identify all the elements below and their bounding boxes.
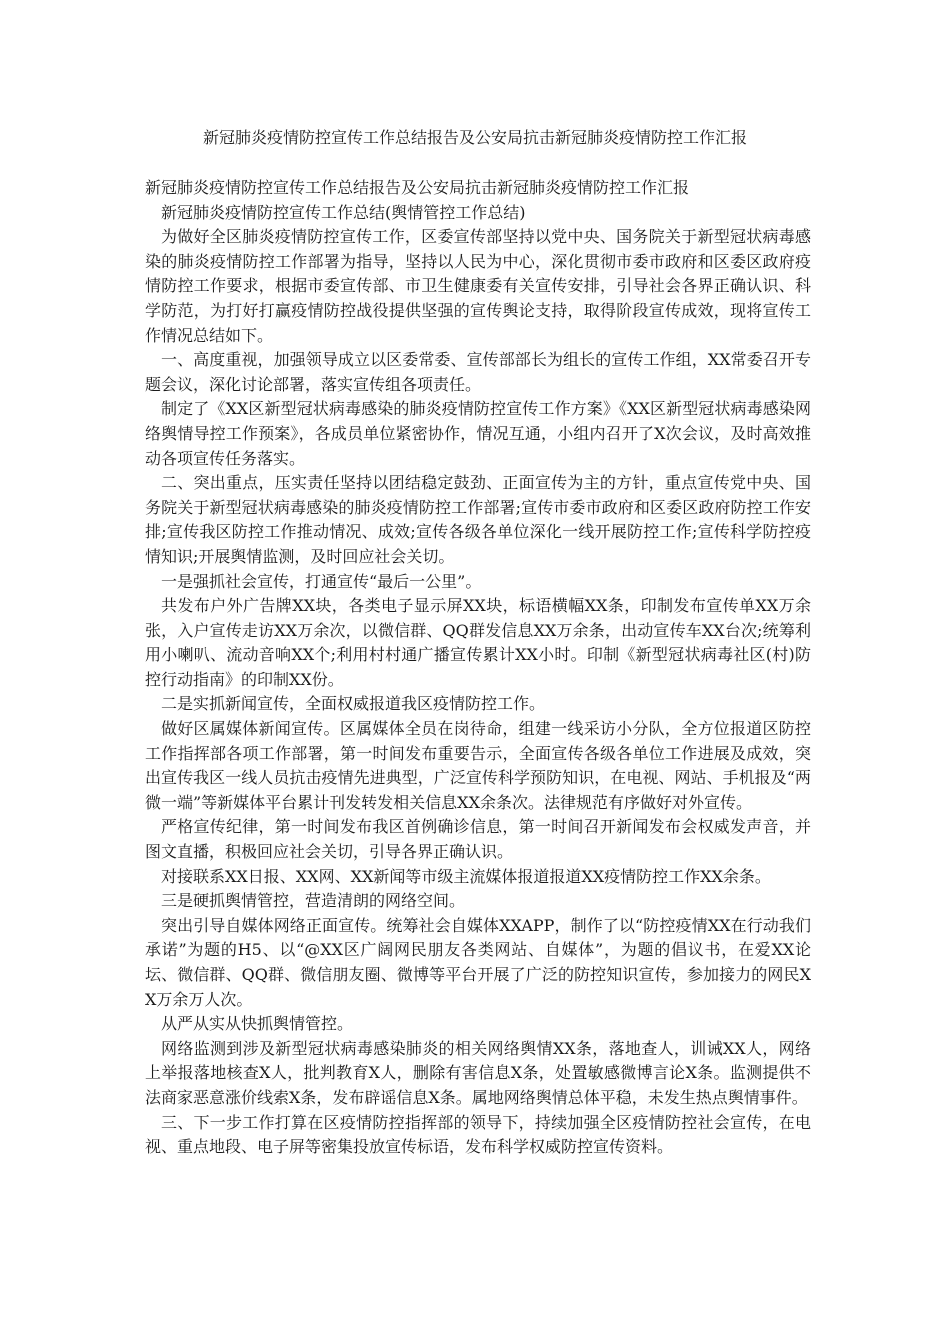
paragraph: 严格宣传纪律，第一时间发布我区首例确诊信息，第一时间召开新闻发布会权威发声音，并图文直播，积极回应社会关切，引导各界正确认识。 [145,817,811,862]
paragraph: 一是强抓社会宣传，打通宣传“最后一公里”。 [161,571,482,591]
document-body [145,176,811,1160]
paragraph: 共发布户外广告牌XX块，各类电子显示屏XX块，标语横幅XX条，印制发布宣传单XX万余张，入户宣传走访XX万余次，以微信群、QQ群发信息XX万余条，出动宣传车XX台次;统筹利用小喇叭、流动音响XX个;利用村村通广播宣传累计XX小时。印制《新型冠状病毒社区(村)防控行动指南》的印制XX份。 [145,596,811,689]
paragraph: 为做好全区肺炎疫情防控宣传工作，区委宣传部坚持以党中央、国务院关于新型冠状病毒感染的肺炎疫情防控工作部署为指导，坚持以人民为中心，深化贯彻市委市政府和区委区政府疫情防控工作要求，根据市委宣传部、市卫生健康委有关宣传安排，引导社会各界正确认识、科学防范，为打好打赢疫情防控战役提供坚强的宣传舆论支持，取得阶段宣传成效，现将宣传工作情况总结如下。 [145,227,811,345]
paragraph: 从严从实从快抓舆情管控。 [161,1014,354,1034]
paragraph: 突出引导自媒体网络正面宣传。统筹社会自媒体XXAPP，制作了以“防控疫情XX在行动我们承诺”为题的H5、以“@XX区广阔网民朋友各类网站、自媒体”，为题的倡议书，在爱XX论坛、微信群、QQ群、微信朋友圈、微博等平台开展了广泛的防控知识宣传，参加接力的网民XX万余万人次。 [145,915,811,1009]
paragraph: 二、突出重点，压实责任坚持以团结稳定鼓劲、正面宣传为主的方针，重点宣传党中央、国务院关于新型冠状病毒感染的肺炎疫情防控工作部署;宣传市委市政府和区委区政府防控工作安排;宣传我区防控工作推动情况、成效;宣传各级各单位深化一线开展防控工作;宣传科学防控疫情知识;开展舆情监测，及时回应社会关切。 [145,473,811,566]
paragraph-heading: 新冠肺炎疫情防控宣传工作总结报告及公安局抗击新冠肺炎疫情防控工作汇报 [145,178,690,197]
paragraph: 一、高度重视，加强领导成立以区委常委、宣传部部长为组长的宣传工作组，XX常委召开专题会议，深化讨论部署，落实宣传组各项责任。 [145,350,811,394]
paragraph: 制定了《XX区新型冠状病毒感染的肺炎疫情防控宣传工作方案》《XX区新型冠状病毒感染网络舆情导控工作预案》，各成员单位紧密协作，情况互通，小组内召开了X次会议，及时高效推动各项宣传任务落实。 [145,399,811,468]
paragraph-subheading: 新冠肺炎疫情防控宣传工作总结(舆情管控工作总结) [161,202,526,222]
document-title: 新冠肺炎疫情防控宣传工作总结报告及公安局抗击新冠肺炎疫情防控工作汇报 [202,128,747,147]
paragraph: 三、下一步工作打算在区疫情防控指挥部的领导下，持续加强全区疫情防控社会宣传，在电视、重点地段、电子屏等密集投放宣传标语，发布科学权威防控宣传资料。 [145,1112,811,1157]
paragraph: 网络监测到涉及新型冠状病毒感染肺炎的相关网络舆情XX条，落地查人，训诫XX人，网络上举报落地核查X人，批判教育X人，删除有害信息X条，处置敏感微博言论X条。监测提供不法商家恶意涨价线索X条，发布辟谣信息X条。属地网络舆情总体平稳，未发生热点舆情事件。 [145,1038,811,1107]
paragraph: 做好区属媒体新闻宣传。区属媒体全员在岗待命，组建一线采访小分队，全方位报道区防控工作指挥部各项工作部署，第一时间发布重要告示，全面宣传各级各单位工作进展及成效，突出宣传我区一线人员抗击疫情先进典型，广泛宣传科学预防知识，在电视、网站、手机报及“两微一端”等新媒体平台累计刊发转发相关信息XX余条次。法律规范有序做好对外宣传。 [145,719,811,812]
paragraph: 三是硬抓舆情管控，营造清朗的网络空间。 [161,891,466,911]
paragraph: 二是实抓新闻宣传，全面权威报道我区疫情防控工作。 [161,694,546,714]
paragraph: 对接联系XX日报、XX网、XX新闻等市级主流媒体报道报道XX疫情防控工作XX余条。 [161,866,771,886]
